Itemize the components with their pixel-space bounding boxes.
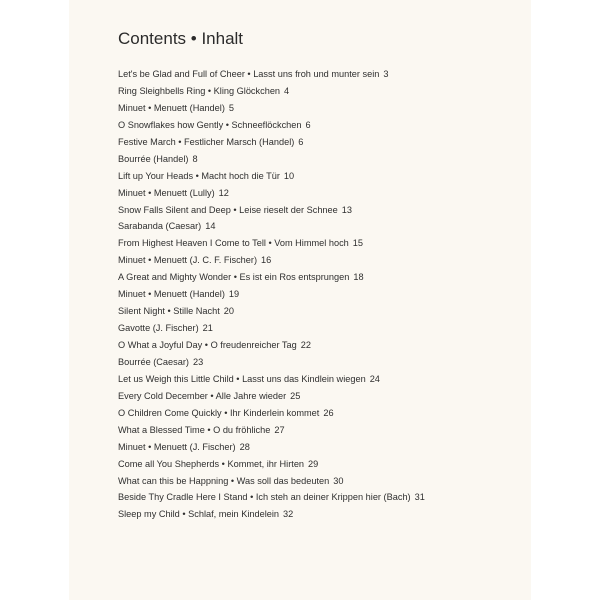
- toc-entry-title: Gavotte (J. Fischer): [118, 323, 199, 334]
- document-page: [69, 0, 531, 600]
- toc-entry: [118, 117, 425, 134]
- toc-entry: [118, 235, 425, 252]
- toc-entry-title: What a Blessed Time • O du fröhliche: [118, 424, 271, 435]
- toc-entry-title: Minuet • Menuett (Handel): [118, 102, 225, 113]
- toc-entry-page-number: 20: [223, 306, 235, 317]
- toc-entry-page-number: 6: [305, 119, 311, 130]
- toc-entry-title: Come all You Shepherds • Kommet, ihr Hirten: [118, 458, 305, 469]
- toc-entry-page-number: 23: [192, 356, 204, 367]
- toc-entry-title: Lift up Your Heads • Macht hoch die Tür: [118, 170, 280, 181]
- toc-entry-title: Bourrée (Caesar): [118, 356, 189, 367]
- toc-entry-title: A Great and Mighty Wonder • Es ist ein Ros entsprungen: [118, 272, 350, 283]
- toc-entry: [118, 439, 425, 456]
- toc-entry: [118, 134, 425, 151]
- toc-entry-page-number: 27: [274, 424, 285, 435]
- toc-entry-page-number: 21: [202, 323, 213, 334]
- toc-entry-page-number: 6: [298, 136, 304, 147]
- toc-entry: [118, 286, 425, 303]
- toc-entry-title: Let us Weigh this Little Child • Lasst uns das Kindlein wiegen: [118, 373, 366, 384]
- toc-entry-page-number: 24: [369, 373, 380, 384]
- toc-entry-title: Minuet • Menuett (Lully): [118, 187, 215, 198]
- page-title: Contents • Inhalt: [118, 29, 244, 48]
- toc-entry-page-number: 30: [333, 475, 344, 486]
- toc-entry-page-number: 32: [283, 509, 294, 520]
- toc-entry: [118, 83, 425, 100]
- toc-entry-title: Minuet • Menuett (J. C. F. Fischer): [118, 255, 258, 266]
- toc-entry-page-number: 14: [205, 221, 216, 232]
- toc-entry-title: What can this be Happning • Was soll das bedeuten: [118, 475, 330, 486]
- toc-entry-page-number: 13: [341, 204, 352, 215]
- toc-entry-page-number: 25: [290, 390, 301, 401]
- toc-entry-title: Beside Thy Cradle Here I Stand • Ich steh an deiner Krippen hier (Bach): [118, 492, 411, 503]
- toc-entry: [118, 388, 425, 405]
- toc-entry-title: Snow Falls Silent and Deep • Leise rieselt der Schnee: [118, 204, 338, 215]
- toc-entry-title: O Snowflakes how Gently • Schneeflöckchen: [118, 119, 302, 130]
- toc-entry-title: Festive March • Festlicher Marsch (Handel): [118, 136, 295, 147]
- toc-entry-title: Minuet • Menuett (J. Fischer): [118, 441, 236, 452]
- toc-entry: [118, 269, 425, 286]
- toc-entry-page-number: 28: [239, 441, 250, 452]
- toc-entry: [118, 185, 425, 202]
- toc-entry: [118, 337, 425, 354]
- toc-entry-page-number: 22: [300, 340, 311, 350]
- toc-entry-page-number: 16: [261, 255, 272, 266]
- toc-entry-title: O Children Come Quickly • Ihr Kinderlein kommet: [118, 407, 320, 418]
- toc-entry: [118, 202, 425, 219]
- toc-entry-page-number: 4: [284, 85, 290, 96]
- toc-entry-page-number: 8: [192, 153, 198, 164]
- toc-entry: [118, 506, 425, 523]
- toc-entry: [118, 66, 425, 83]
- toc-entry-title: Let's be Glad and Full of Cheer • Lasst uns froh und munter sein: [118, 69, 380, 79]
- toc-entry-page-number: 18: [353, 272, 364, 283]
- toc-entry: [118, 151, 425, 168]
- toc-entry: [118, 218, 425, 235]
- toc-entry: [118, 354, 425, 371]
- toc-entry: [118, 456, 425, 473]
- toc-entry-title: Every Cold December • Alle Jahre wieder: [118, 390, 287, 401]
- toc-entry-title: Sleep my Child • Schlaf, mein Kindelein: [118, 509, 280, 520]
- toc-entry-page-number: 12: [218, 187, 229, 198]
- toc-entry: [118, 252, 425, 269]
- toc-entry-title: From Highest Heaven I Come to Tell • Vom Himmel hoch: [118, 238, 349, 249]
- toc-entry-page-number: 19: [228, 289, 240, 300]
- toc-entry-title: O What a Joyful Day • O freudenreicher Tag: [118, 340, 297, 350]
- toc-entry: [118, 371, 425, 388]
- toc-entry-page-number: 5: [228, 102, 235, 113]
- toc-entry: [118, 303, 425, 320]
- toc-entry-title: Sarabanda (Caesar): [118, 221, 202, 232]
- toc-entry: [118, 168, 425, 185]
- toc-entry: [118, 320, 425, 337]
- toc-entry: [118, 100, 425, 117]
- toc-entry: [118, 473, 425, 490]
- toc-entry-page-number: 29: [308, 458, 319, 469]
- toc-entry: [118, 489, 425, 506]
- toc-entry-title: Silent Night • Stille Nacht: [118, 306, 220, 317]
- toc-entry-page-number: 15: [352, 238, 364, 249]
- table-of-contents: [118, 66, 425, 523]
- toc-entry-page-number: 31: [414, 492, 425, 503]
- toc-entry-title: Minuet • Menuett (Handel): [118, 289, 225, 300]
- toc-entry-title: Bourrée (Handel): [118, 153, 189, 164]
- toc-entry-page-number: 26: [323, 407, 334, 418]
- toc-entry-page-number: 10: [283, 170, 295, 181]
- toc-entry: [118, 422, 425, 439]
- toc-entry: [118, 405, 425, 422]
- toc-entry-page-number: 3: [383, 69, 389, 79]
- toc-entry-title: Ring Sleighbells Ring • Kling Glöckchen: [118, 85, 281, 96]
